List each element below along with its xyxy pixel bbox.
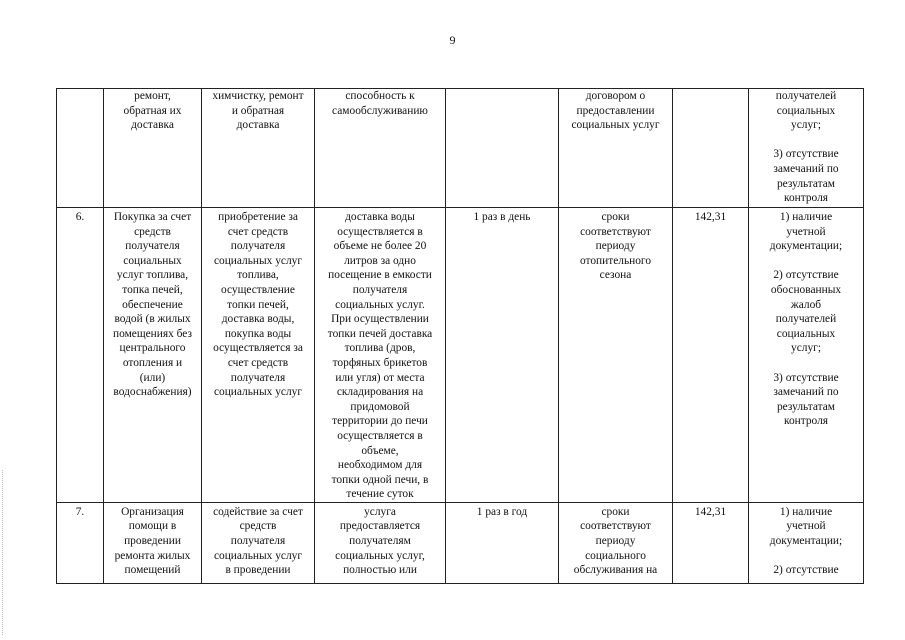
cell-price	[673, 89, 749, 208]
cell-service-volume: способность к самообслуживанию	[315, 89, 446, 208]
cell-price: 142,31	[673, 502, 749, 583]
page-number: 9	[449, 33, 456, 47]
services-table	[56, 88, 864, 584]
cell-quality-indicators: 1) наличие учетной документации; 2) отсутствие обоснованных жалоб получателей социальных услуг; 3) отсутствие замечаний по результатам контроля	[749, 208, 864, 503]
cell-number: 7.	[57, 502, 104, 583]
cell-service-name: Покупка за счет средств получателя социальных услуг топлива, топка печей, обеспечение водой (в жилых помещениях без центрального отопления и (или) водоснабжения)	[104, 208, 202, 503]
cell-number: 6.	[57, 208, 104, 503]
table-row	[57, 89, 864, 208]
table-row	[57, 208, 864, 503]
cell-number	[57, 89, 104, 208]
cell-quality-indicators: получателей социальных услуг; 3) отсутствие замечаний по результатам контроля	[749, 89, 864, 208]
cell-terms: договором о предоставлении социальных услуг	[559, 89, 673, 208]
table-row	[57, 502, 864, 583]
cell-frequency: 1 раз в год	[446, 502, 559, 583]
scan-edge-marks	[2, 470, 5, 635]
cell-service-name: Организация помощи в проведении ремонта жилых помещений	[104, 502, 202, 583]
cell-terms: сроки соответствуют периоду социального обслуживания на	[559, 502, 673, 583]
cell-service-volume: услуга предоставляется получателям социальных услуг, полностью или	[315, 502, 446, 583]
cell-service-content: химчистку, ремонт и обратная доставка	[202, 89, 315, 208]
cell-frequency	[446, 89, 559, 208]
cell-service-name: ремонт, обратная их доставка	[104, 89, 202, 208]
cell-frequency: 1 раз в день	[446, 208, 559, 503]
cell-quality-indicators: 1) наличие учетной документации; 2) отсутствие	[749, 502, 864, 583]
cell-service-volume: доставка воды осуществляется в объеме не более 20 литров за одно посещение в емкости получателя социальных услуг. При осуществлении топки печей доставка топлива (дров, торфяных брикетов или угля) от места складирования на придомовой территории до печи осуществляется в объеме, необходимом для топки одной печи, в течение суток	[315, 208, 446, 503]
cell-price: 142,31	[673, 208, 749, 503]
cell-terms: сроки соответствуют периоду отопительного сезона	[559, 208, 673, 503]
cell-service-content: содействие за счет средств получателя социальных услуг в проведении	[202, 502, 315, 583]
cell-service-content: приобретение за счет средств получателя социальных услуг топлива, осуществление топки печей, доставка воды, покупка воды осуществляется за счет средств получателя социальных услуг	[202, 208, 315, 503]
